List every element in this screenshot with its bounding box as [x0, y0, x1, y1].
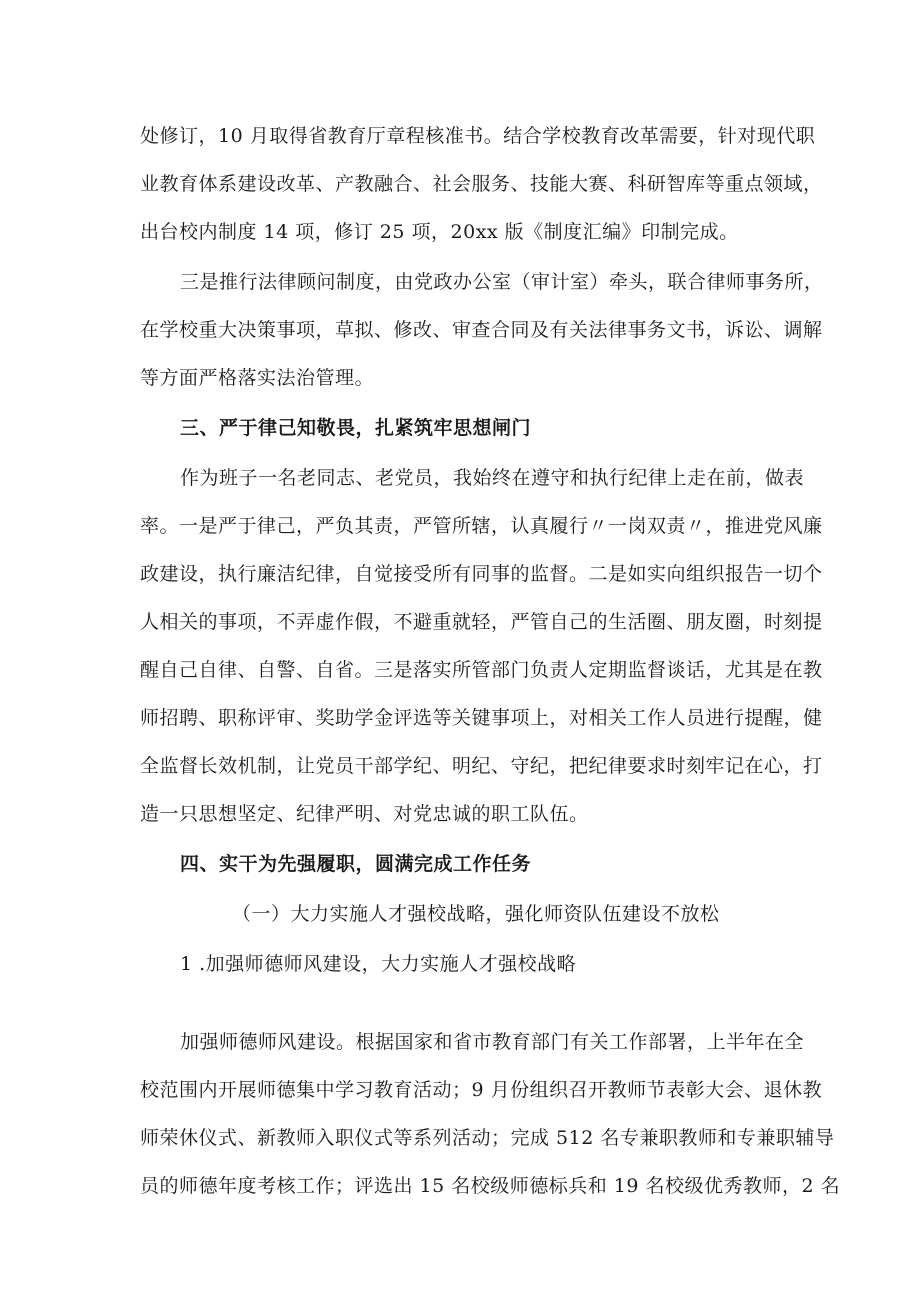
para3-line-4: 人相关的事项，不弄虚作假，不避重就轻，严管自己的生活圈、朋友圈，时刻提	[140, 611, 823, 633]
para3-line-1: 作为班子一名老同志、老党员，我始终在遵守和执行纪律上走在前，做表	[180, 467, 805, 489]
para3-line-2: 率。一是严于律己，严负其责，严管所辖，认真履行〃一岗双责〃，推进党风廉	[140, 515, 823, 537]
para3-line-8: 造一只思想坚定、纪律严明、对党忠诚的职工队伍。	[140, 803, 589, 825]
para2-line-1: 三是推行法律顾问制度，由党政办公室（审计室）牵头，联合律师事务所，	[180, 271, 824, 293]
para1-line-3: 出台校内制度 14 项，修订 25 项，20xx 版《制度汇编》印制完成。	[140, 221, 739, 243]
item-heading-1: 1 .加强师德师风建设，大力实施人才强校战略	[180, 953, 577, 975]
section-heading-4: 四、实干为先强履职，圆满完成工作任务	[180, 853, 532, 875]
para2-line-2: 在学校重大决策事项，草拟、修改、审查合同及有关法律事务文书，诉讼、调解	[140, 319, 823, 341]
para3-line-6: 师招聘、职称评审、奖助学金评选等关键事项上，对相关工作人员进行提醒，健	[140, 707, 823, 729]
para3-line-7: 全监督长效机制，让党员干部学纪、明纪、守纪，把纪律要求时刻牢记在心，打	[140, 755, 823, 777]
para3-line-3: 政建设，执行廉洁纪律，自觉接受所有同事的监督。二是如实向组织报告一切个	[140, 563, 823, 585]
para1-line-2: 业教育体系建设改革、产教融合、社会服务、技能大赛、科研智库等重点领域，	[140, 173, 823, 195]
para4-line-3: 师荣休仪式、新教师入职仪式等系列活动；完成 512 名专兼职教师和专兼职辅导	[140, 1127, 835, 1149]
para4-line-2: 校范围内开展师德集中学习教育活动；9 月份组织召开教师节表彰大会、退休教	[140, 1079, 823, 1101]
para1-line-1: 处修订，10 月取得省教育厅章程核准书。结合学校教育改革需要，针对现代职	[140, 125, 816, 147]
para4-line-4: 员的师德年度考核工作；评选出 15 名校级师德标兵和 19 名校级优秀教师，2 名	[140, 1175, 841, 1197]
subsection-heading-1: （一）大力实施人才强校战略，强化师资队伍建设不放松	[232, 903, 720, 925]
para3-line-5: 醒自己自律、自警、自省。三是落实所管部门负责人定期监督谈话，尤其是在教	[140, 659, 823, 681]
section-heading-3: 三、严于律己知敬畏，扎紧筑牢思想闸门	[180, 417, 532, 439]
para2-line-3: 等方面严格落实法治管理。	[140, 367, 375, 389]
para4-line-1: 加强师德师风建设。根据国家和省市教育部门有关工作部署，上半年在全	[180, 1031, 805, 1053]
